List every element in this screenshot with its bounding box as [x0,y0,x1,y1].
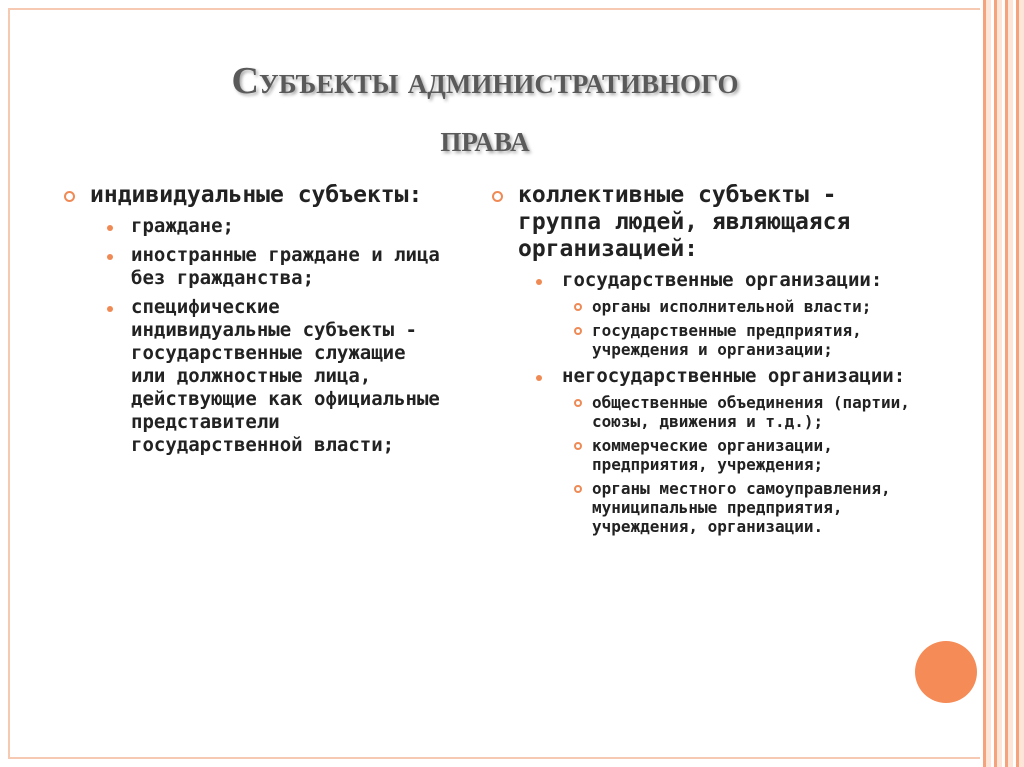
sub-list-item [492,479,932,536]
sub-list-item-text: государственные предприятия, учреждения и организации; [592,321,862,359]
small-ring-bullet-icon [574,485,582,493]
small-ring-bullet-icon [574,442,582,450]
decorative-stripes [980,0,1024,767]
ring-bullet-icon [64,191,75,202]
title-line-1: Субъекты административного [231,60,739,102]
left-heading-text: индивидуальные субъекты: [90,182,423,208]
list-item-text: граждане; [131,215,234,237]
list-item-text: иностранные граждане и лица без гражданства; [131,244,440,289]
dot-bullet-icon [107,225,113,231]
dot-bullet-icon [107,306,113,312]
group-item-nonstate [492,365,932,388]
list-item [64,296,444,457]
group-label: государственные организации: [562,269,883,291]
sub-list-item [492,436,932,474]
title-line-2: права [440,118,530,160]
small-ring-bullet-icon [574,327,582,335]
small-ring-bullet-icon [574,399,582,407]
list-item-text: специфические индивидуальные субъекты - государственные служащие или должностные лица, действующие как официальные представители государственной власти; [131,296,440,456]
left-column [64,182,444,457]
collective-subjects-list [492,269,932,536]
sub-list-item [492,393,932,431]
small-ring-bullet-icon [574,303,582,311]
sub-list-item [492,297,932,316]
nonstate-organizations-list [492,393,932,536]
collective-subjects-heading [492,182,932,263]
ring-bullet-icon [492,191,503,202]
sub-list-item [492,321,932,359]
right-column [492,182,932,536]
state-organizations-list [492,297,932,359]
sub-list-item-text: общественные объединения (партии, союзы, движения и т.д.); [592,393,910,431]
list-item [64,244,444,290]
right-heading-text: коллективные субъекты - группа людей, являющаяся организацией: [518,182,851,262]
individual-subjects-heading [64,182,444,209]
slide-title [60,52,910,168]
dot-bullet-icon [536,279,542,285]
sub-list-item-text: органы исполнительной власти; [592,297,872,316]
individual-subjects-list [64,215,444,457]
dot-bullet-icon [107,254,113,260]
sub-list-item-text: органы местного самоуправления, муниципальные предприятия, учреждения, организации. [592,479,891,536]
dot-bullet-icon [536,375,542,381]
orange-circle-decoration [915,641,977,703]
group-item-state [492,269,932,292]
group-label: негосударственные организации: [562,365,906,387]
list-item [64,215,444,238]
sub-list-item-text: коммерческие организации, предприятия, учреждения; [592,436,833,474]
